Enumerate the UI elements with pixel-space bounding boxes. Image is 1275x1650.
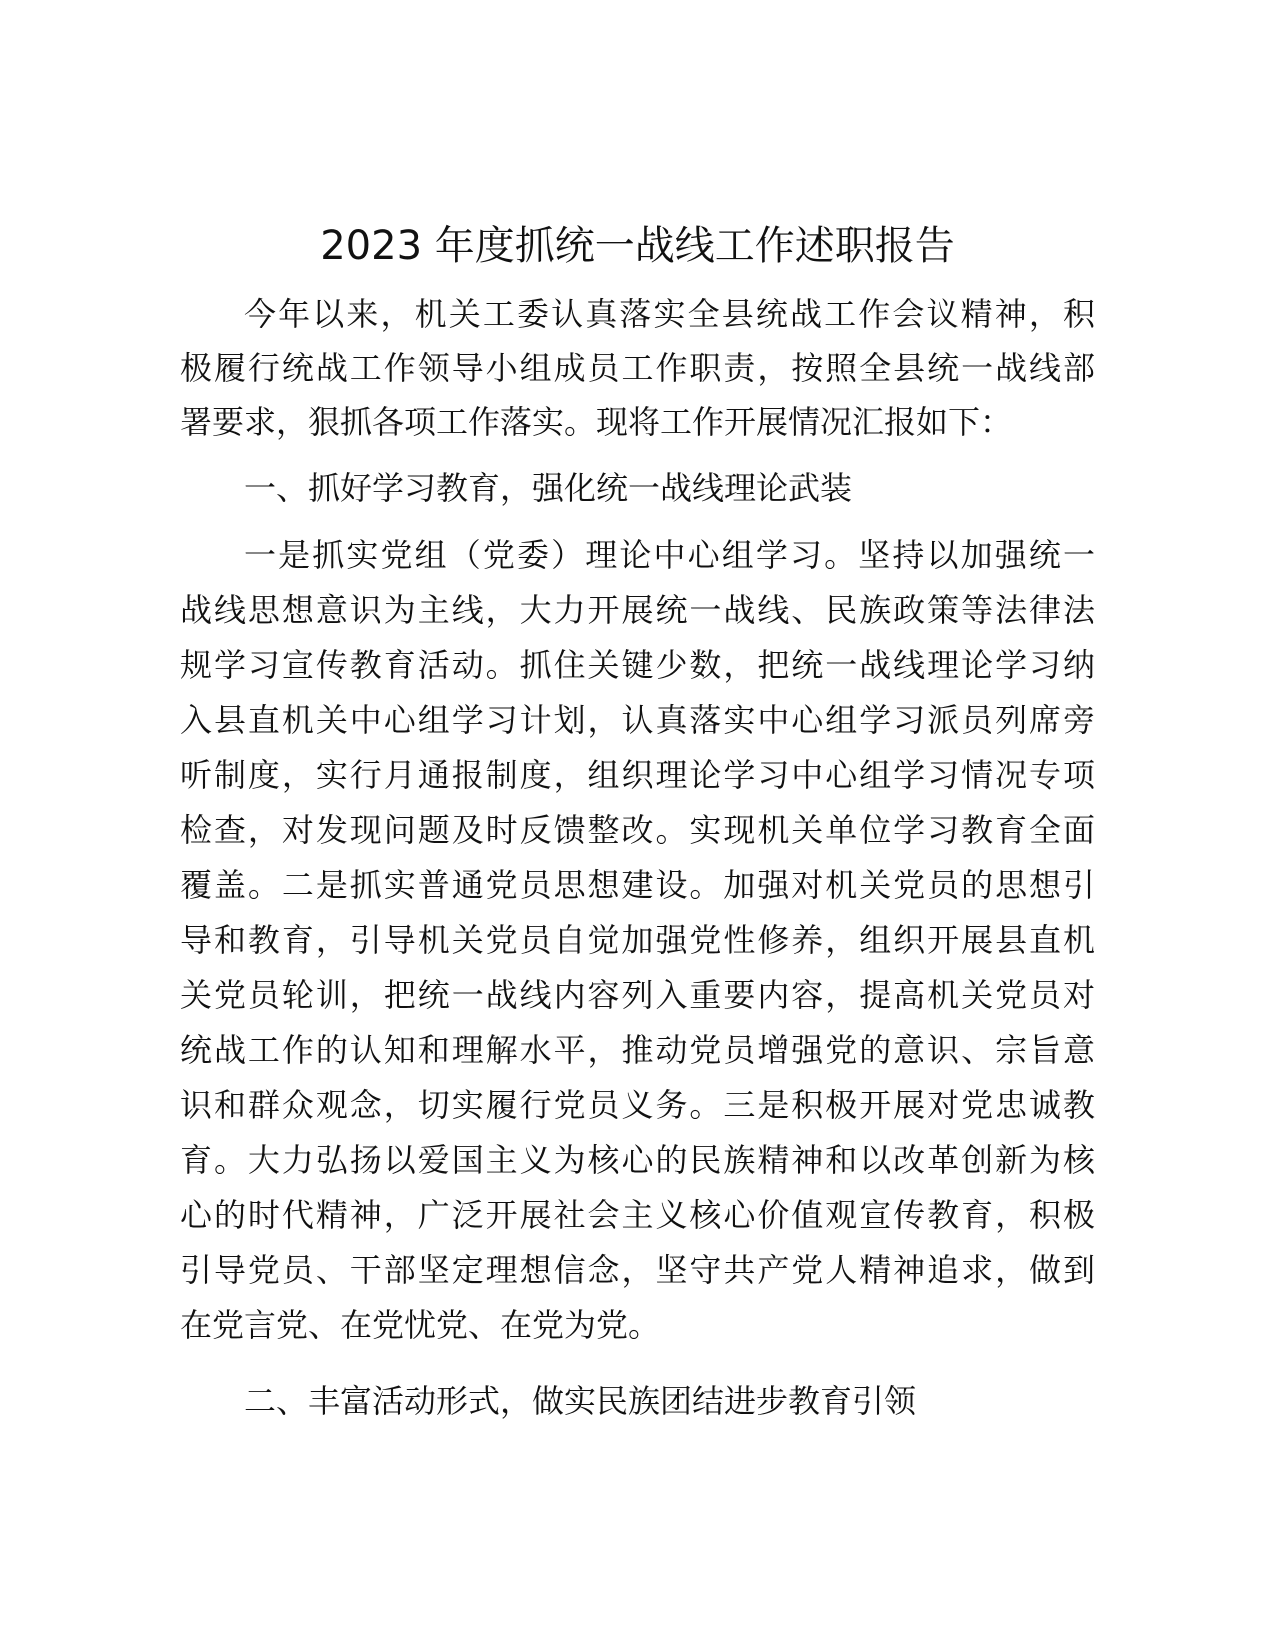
paragraph-line: 在党言党、在党忧党、在党为党。	[180, 1306, 661, 1344]
paragraph-line: 今年以来，机关工委认真落实全县统战工作会议精神，积	[244, 295, 1095, 333]
paragraph-line: 战线思想意识为主线，大力开展统一战线、民族政策等法律法	[180, 591, 1095, 629]
section-heading: 二、丰富活动形式，做实民族团结进步教育引领	[244, 1382, 917, 1420]
paragraph-line: 识和群众观念，切实履行党员义务。三是积极开展对党忠诚教	[180, 1086, 1095, 1124]
section-heading: 一、抓好学习教育，强化统一战线理论武装	[244, 469, 853, 507]
paragraph-line: 规学习宣传教育活动。抓住关键少数，把统一战线理论学习纳	[180, 646, 1095, 684]
paragraph-line: 统战工作的认知和理解水平，推动党员增强党的意识、宗旨意	[180, 1031, 1095, 1069]
paragraph-line: 一是抓实党组（党委）理论中心组学习。坚持以加强统一	[244, 536, 1095, 574]
paragraph-line: 署要求，狠抓各项工作落实。现将工作开展情况汇报如下：	[180, 403, 1013, 441]
document-title: 2023 年度抓统一战线工作述职报告	[320, 223, 955, 269]
paragraph-line: 育。大力弘扬以爱国主义为核心的民族精神和以改革创新为核	[180, 1141, 1095, 1179]
paragraph-line: 入县直机关中心组学习计划，认真落实中心组学习派员列席旁	[180, 701, 1095, 739]
paragraph-line: 检查，对发现问题及时反馈整改。实现机关单位学习教育全面	[180, 811, 1095, 849]
paragraph-line: 导和教育，引导机关党员自觉加强党性修养，组织开展县直机	[180, 921, 1095, 959]
paragraph-line: 极履行统战工作领导小组成员工作职责，按照全县统一战线部	[180, 349, 1095, 387]
paragraph-line: 覆盖。二是抓实普通党员思想建设。加强对机关党员的思想引	[180, 866, 1095, 904]
paragraph-line: 心的时代精神，广泛开展社会主义核心价值观宣传教育，积极	[180, 1196, 1095, 1234]
paragraph-line: 听制度，实行月通报制度，组织理论学习中心组学习情况专项	[180, 756, 1095, 794]
paragraph-line: 引导党员、干部坚定理想信念，坚守共产党人精神追求，做到	[180, 1251, 1095, 1289]
paragraph-line: 关党员轮训，把统一战线内容列入重要内容，提高机关党员对	[180, 976, 1095, 1014]
